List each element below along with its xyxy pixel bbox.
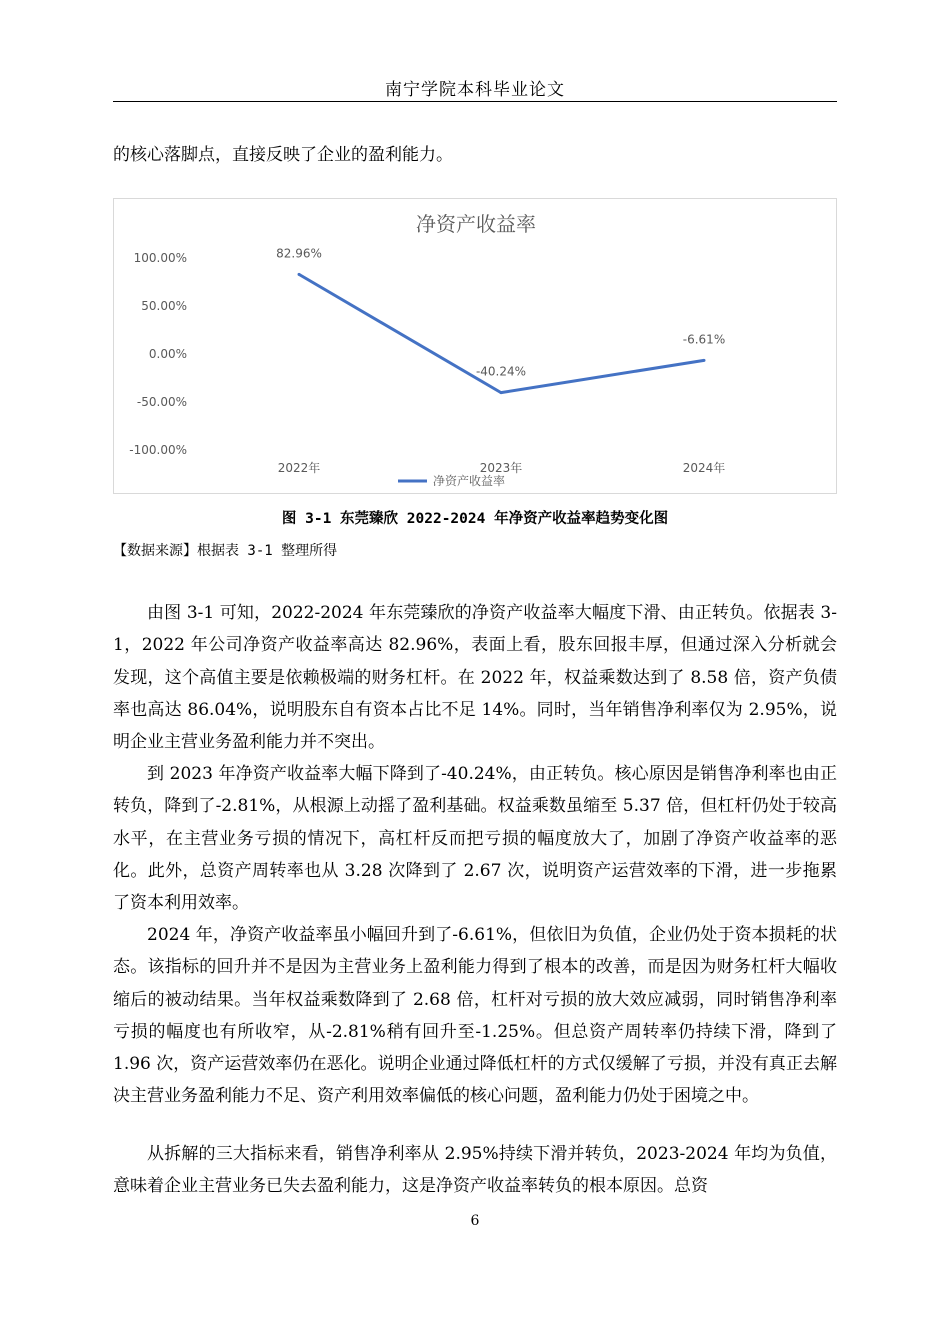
data-point bbox=[298, 273, 301, 276]
chart-title: 净资产收益率 bbox=[416, 212, 536, 236]
x-tick-label: 2023年 bbox=[479, 461, 523, 475]
data-label: -40.24% bbox=[475, 364, 527, 379]
paragraph-4: 从拆解的三大指标来看，销售净利率从 2.95%持续下滑并转负，2023-2024 年均为负值，意味着企业主营业务已失去盈利能力，这是净资产收益率转负的根本原因。总资 bbox=[113, 1144, 837, 1197]
intro-line: 的核心落脚点，直接反映了企业的盈利能力。 bbox=[113, 145, 453, 165]
chart-canvas bbox=[114, 199, 838, 495]
y-tick-label: -100.00% bbox=[129, 443, 187, 457]
header-rule bbox=[113, 101, 837, 102]
paragraph-2: 到 2023 年净资产收益率大幅下降到了-40.24%，由正转负。核心原因是销售净利率也由正转负，降到了-2.81%，从根源上动摇了盈利基础。权益乘数虽缩至 5.37 倍，但杠杆仍处于较高水平，在主营业务亏损的情况下，高杠杆反而把亏损的幅度放大了，加剧了净资产收益率的恶化。此外，总资产周转率也从 3.28 次降到了 2.67 次，说明资产运营效率的下滑，进一步拖累了资本利用效率。 bbox=[113, 764, 837, 914]
data-point bbox=[703, 359, 706, 362]
y-tick-label: 0.00% bbox=[148, 347, 187, 361]
data-label: -6.61% bbox=[682, 332, 726, 347]
figure-source: 【数据来源】根据表 3-1 整理所得 bbox=[113, 543, 338, 559]
y-tick-label: -50.00% bbox=[136, 395, 187, 409]
y-tick-label: 50.00% bbox=[141, 299, 187, 313]
page-number: 6 bbox=[470, 1213, 480, 1229]
data-label: 82.96% bbox=[276, 246, 322, 261]
roe-chart bbox=[113, 198, 837, 494]
y-tick-label: 100.00% bbox=[133, 251, 187, 265]
legend-label: 净资产收益率 bbox=[433, 474, 506, 488]
data-point bbox=[500, 391, 503, 394]
x-tick-label: 2024年 bbox=[682, 461, 726, 475]
running-header: 南宁学院本科毕业论文 bbox=[385, 80, 565, 100]
paragraph-1: 由图 3-1 可知，2022-2024 年东莞臻欣的净资产收益率大幅度下滑、由正转负。依据表 3-1，2022 年公司净资产收益率高达 82.96%，表面上看，股东回报丰厚，但通过深入分析就会发现，这个高值主要是依赖极端的财务杠杆。在 2022 年，权益乘数达到了 8.58 倍，资产负债率也高达 86.04%，说明股东自有资本占比不足 14%。同时，当年销售净利率仅为 2.95%，说明企业主营业务盈利能力并不突出。 bbox=[113, 603, 837, 753]
paragraph-3: 2024 年，净资产收益率虽小幅回升到了-6.61%，但依旧为负值，企业仍处于资本损耗的状态。该指标的回升并不是因为主营业务上盈利能力得到了根本的改善，而是因为财务杠杆大幅收缩后的被动结果。当年权益乘数降到了 2.68 倍，杠杆对亏损的放大效应减弱，同时销售净利率亏损的幅度也有所收窄，从-2.81%稍有回升至-1.25%。但总资产周转率仍持续下滑，降到了 1.96 次，资产运营效率仍在恶化。说明企业通过降低杠杆的方式仅缓解了亏损，并没有真正去解决主营业务盈利能力不足、资产利用效率偏低的核心问题，盈利能力仍处于困境之中。 bbox=[113, 925, 837, 1107]
x-tick-label: 2022年 bbox=[277, 461, 321, 475]
figure-caption: 图 3-1 东莞臻欣 2022-2024 年净资产收益率趋势变化图 bbox=[281, 511, 669, 527]
